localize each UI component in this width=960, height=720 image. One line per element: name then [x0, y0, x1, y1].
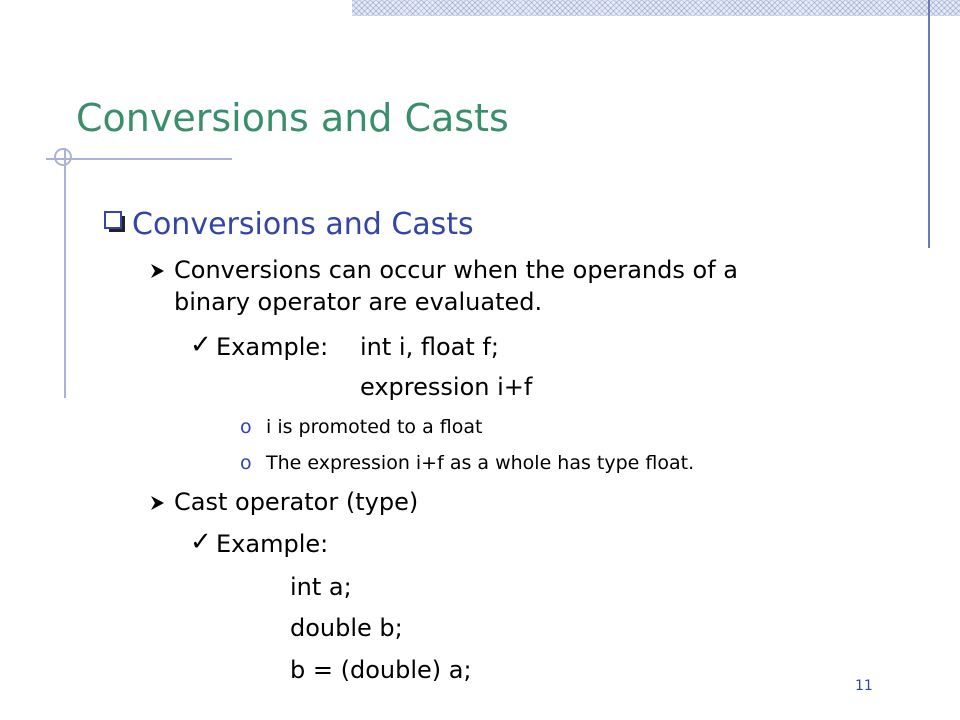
- check-bullet-icon: ✓: [190, 527, 212, 557]
- page-number: 11: [855, 678, 873, 694]
- slide-title: Conversions and Casts: [76, 96, 509, 140]
- corner-circle-ornament: [54, 148, 72, 166]
- example1-code-line1: int i, float f;: [360, 333, 499, 361]
- arrow-bullet-icon: [148, 494, 166, 512]
- square-bullet-icon: [104, 211, 126, 233]
- point1-line2: binary operator are evaluated.: [174, 288, 543, 316]
- title-underline: [46, 158, 232, 160]
- code-line1: int a;: [290, 573, 352, 601]
- example1-code-line2: expression i+f: [360, 373, 533, 401]
- left-accent-line: [64, 148, 66, 398]
- right-accent-line: [928, 0, 930, 248]
- note1: i is promoted to a float: [266, 416, 483, 438]
- o-bullet-icon: o: [240, 416, 252, 438]
- code-line3: b = (double) a;: [290, 656, 472, 684]
- note2: The expression i+f as a whole has type float.: [266, 452, 695, 474]
- header-pattern-band: [352, 0, 960, 16]
- point1-line1: Conversions can occur when the operands of a: [174, 256, 738, 284]
- example1-label: Example:: [216, 333, 329, 361]
- arrow-bullet-icon: [148, 262, 166, 280]
- code-line2: double b;: [290, 614, 403, 642]
- check-bullet-icon: ✓: [190, 330, 212, 360]
- example2-label: Example:: [216, 530, 329, 558]
- point2: Cast operator (type): [174, 488, 419, 516]
- section-heading: Conversions and Casts: [132, 207, 474, 242]
- o-bullet-icon: o: [240, 452, 252, 474]
